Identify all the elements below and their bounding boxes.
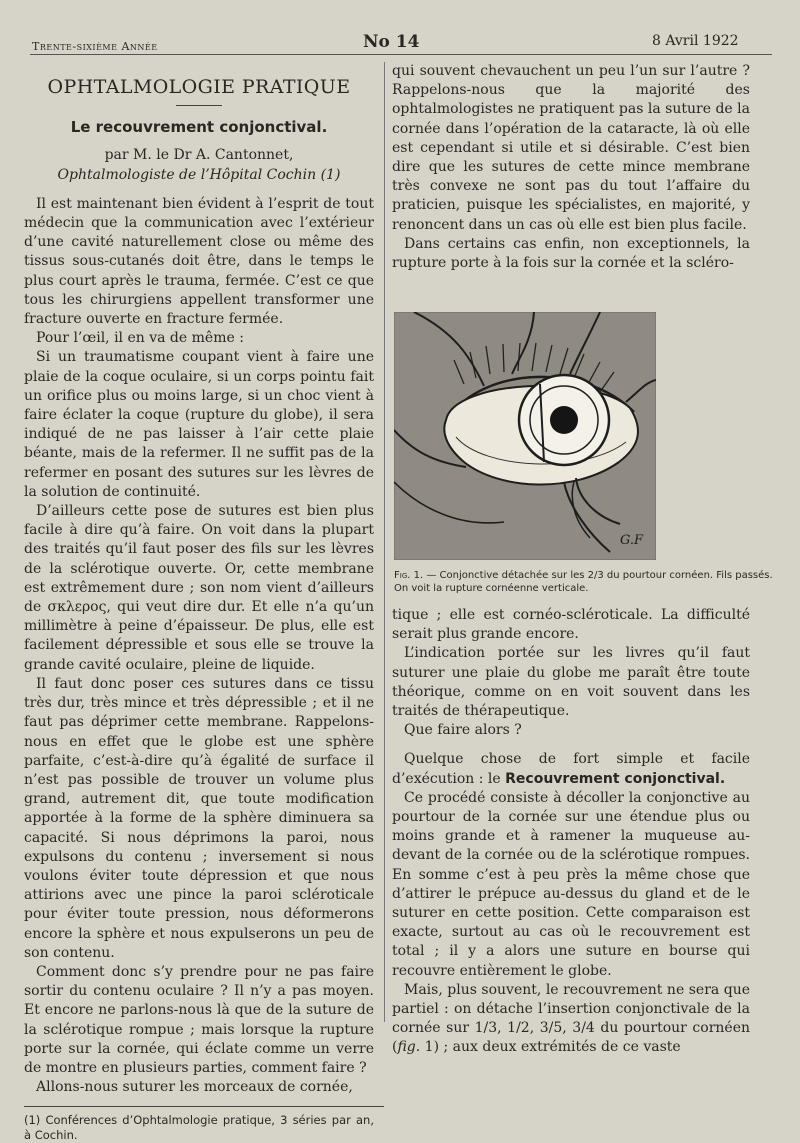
- eye-illustration: [394, 312, 656, 560]
- paragraph: Il faut donc poser ces sutures dans ce tissu très dur, très mince et très dépressible ; et il ne faut pas déprimer cette membrane. Rappelons-nous en effet que le globe est une sphère parfaite, c’est-à-dire qu’à égalité de surface il n’est pas possible de trouver un volume plus grand, autrement dit, que toute modification apportée à la forme de la sphère diminuera sa capacité. Si nous déprimons la paroi, nous expulsons du contenu ; inversement si nous voulons éviter toute dépression et que nous attirions avec une pince la paroi scléroticale pour éviter toute pression, nous déformerons encore la sphère et nous expulserons un peu de son contenu.: [24, 675, 374, 961]
- footnote: (1) Conférences d’Ophtalmologie pratique, 3 séries par an, à Cochin.: [24, 1113, 374, 1143]
- paragraph: qui souvent chevauchent un peu l’un sur l’autre ? Rappelons-nous que la majorité des ophtalmologistes ne pratiquent pas la suture de la cornée dans l’opération de la cataracte, là où elle est cependant si utile et si désirable. C’est bien dire que les sutures de cette mince membrane très convexe ne sont pas du tout l’affaire du praticien, puisque les spécialistes, en majorité, y renoncent dans un cas où elle est bien plus facile.: [392, 63, 750, 233]
- header-date: 8 Avril 1922: [652, 33, 739, 49]
- title-rule: [176, 105, 222, 106]
- paragraph-text: Quelque chose de fort simple et facile d’exécution : le: [392, 751, 750, 787]
- procedure-name: Recouvrement conjonctival.: [505, 770, 726, 787]
- caption-label: Fig. 1.: [394, 570, 424, 581]
- paragraph: Allons-nous suturer les morceaux de cornée,: [36, 1079, 353, 1096]
- paragraph: Pour l’œil, il en va de même :: [36, 330, 244, 347]
- right-column-bottom: [392, 606, 750, 1058]
- author-affiliation: Ophtalmologiste de l’Hôpital Cochin (1): [57, 166, 341, 183]
- paragraph-text: 1) ; aux deux extrémités de ce vaste: [420, 1039, 681, 1056]
- paragraph: Dans certains cas enfin, non exceptionnels, la rupture porte à la fois sur la cornée et la scléro-: [392, 235, 750, 272]
- article-subtitle: Le recouvrement conjonctival.: [70, 118, 328, 137]
- paragraph: Que faire alors ?: [404, 722, 522, 739]
- paragraph: [392, 981, 750, 1058]
- artist-signature: G.F: [620, 533, 644, 548]
- section-title: OPHTALMOLOGIE PRATIQUE: [47, 76, 351, 98]
- figure-reference: fig.: [397, 1039, 421, 1056]
- paragraph: [392, 750, 750, 788]
- footnote-rule: [24, 1106, 384, 1107]
- figure-caption: [394, 569, 782, 595]
- right-column-top: [392, 62, 750, 273]
- caption-text: — Conjonctive détachée sur les 2/3 du pourtour cornéen. Fils passés. On voit la rupture cornéenne verticale.: [394, 570, 773, 594]
- paragraph: Si un traumatisme coupant vient à faire une plaie de la coque oculaire, si un corps pointu fait un orifice plus ou moins large, si un choc vient à faire éclater la coque (rupture du globe), il sera indiqué de ne pas laisser à l’air cette plaie béante, mais de la refermer. Il ne suffit pas de la refermer en posant des sutures sur les lèvres de la solution de continuité.: [24, 349, 374, 500]
- paragraph: L’indication portée sur les livres qu’il faut suturer une plaie du globe me paraît être toute théorique, comme on en voit souvent dans les traités de thérapeutique.: [392, 645, 750, 720]
- paragraph: Comment donc s’y prendre pour ne pas faire sortir du contenu oculaire ? Il n’y a pas moyen. Et encore ne parlons-nous là que de la suture de la sclérotique rompue ; mais lorsque la rupture porte sur la cornée, qui éclate comme un verre de montre en plusieurs parties, comment faire ?: [24, 963, 374, 1076]
- left-column: [24, 62, 374, 1143]
- pupil: [550, 406, 578, 434]
- paragraph: D’ailleurs cette pose de sutures est bien plus facile à dire qu’à faire. On voit dans la plupart des traités qu’il faut poser des fils sur les lèvres de la sclérotique ouverte. Or, cette membrane est extrêmement dure ; son nom vient d’ailleurs de σκλερος, qui veut dire dur. Et elle n’a qu’un millimètre à peine d’épaisseur. De plus, elle est facilement dépressible et sous elle se trouve la grande cavité oculaire, pleine de liquide.: [24, 503, 374, 673]
- column-divider: [384, 62, 385, 1022]
- article-author: par M. le Dr A. Cantonnet,: [104, 147, 294, 164]
- paragraph: Il est maintenant bien évident à l’esprit de tout médecin que la communication avec l’extérieur d’une cavité naturellement close ou même des tissus sous-cutanés doit être, dans le temps le plus court après le trauma, fermée. C’est ce que tous les chirurgiens appellent transformer une fracture ouverte en fracture fermée.: [24, 195, 374, 328]
- paragraph: Ce procédé consiste à décoller la conjonctive au pourtour de la cornée sur une étendue plus ou moins grande et à ramener la muqueuse au-devant de la cornée ou de la sclérotique rompues. En somme c’est à peu près la même chose que d’attirer le prépuce au-dessus du gland et de le suturer en cette position. Cette comparaison est exacte, surtout au cas où le recouvrement est total ; il y a alors une suture en bourse qui recouvre entièrement le globe.: [392, 789, 750, 979]
- paragraph-text: Mais, plus souvent, le recouvrement ne sera que partiel : on détache l’insertion conjonctivale de la cornée sur 1/3, 1/2, 3/5, 3/4 du pourtour cornéen (: [392, 981, 750, 1056]
- header-volume: Trente-sixième Année: [32, 40, 158, 53]
- header-rule: [30, 54, 772, 55]
- header-issue-number: No 14: [363, 32, 420, 52]
- paragraph: tique ; elle est cornéo-scléroticale. La difficulté serait plus grande encore.: [392, 607, 750, 643]
